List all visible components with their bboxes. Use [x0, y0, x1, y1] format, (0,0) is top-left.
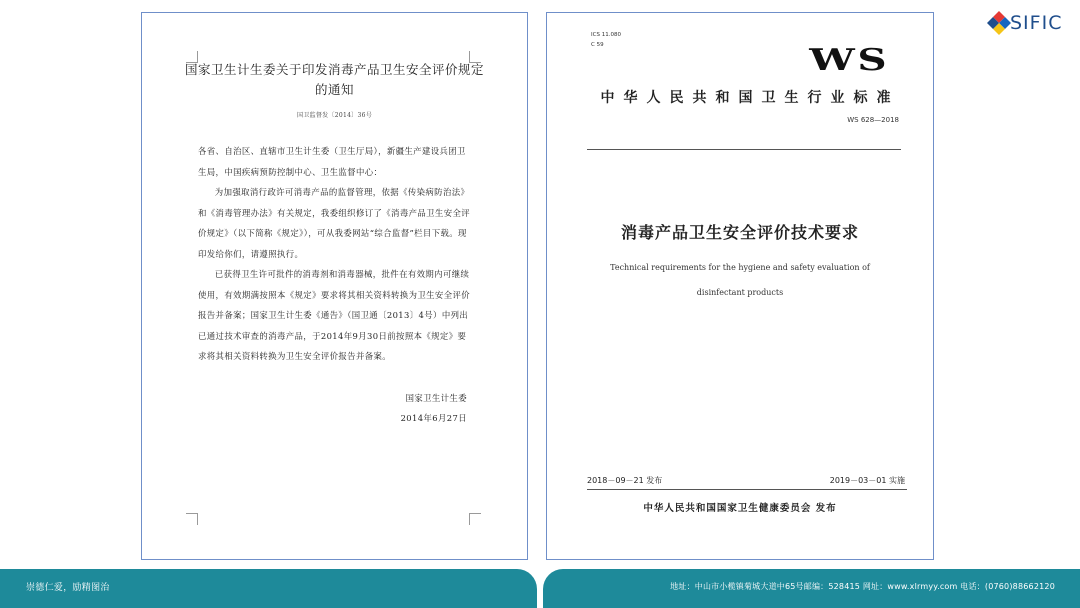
- notice-document-number: 国卫监督发〔2014〕36号: [296, 112, 373, 119]
- sific-logo-text: SIFIC: [1010, 12, 1063, 34]
- ics-code: ICS 11.080: [591, 32, 621, 38]
- ccs-code: C 59: [591, 42, 604, 48]
- standard-title-chinese: 消毒产品卫生安全评价技术要求: [620, 223, 859, 242]
- standard-number: WS 628—2018: [847, 116, 899, 124]
- ws-logo: WS: [808, 43, 889, 78]
- standard-publisher: 中华人民共和国国家卫生健康委员会 发布: [643, 503, 837, 514]
- implementation-date: 2019－03－01 实施: [829, 476, 905, 485]
- signature-date: 2014年6月27日: [400, 413, 467, 423]
- english-title-line: disinfectant products: [696, 288, 784, 297]
- sific-logo: [986, 8, 1070, 42]
- signature-organization: 国家卫生计生委: [405, 393, 467, 403]
- notice-paragraph: 已获得卫生许可批件的消毒剂和消毒器械，批件在有效期内可继续使用，有效期满按照本《规定》要求将其相关资料转换为卫生安全评价报告并备案；国家卫生计生委《通告》（国卫通〔2013〕4号）中列出已通过技术审查的消毒产品，于2014年9月30日前按照本《规定》要求将其相关资料转换为卫生安全评价报告并备案。: [198, 269, 471, 361]
- crop-mark: [186, 513, 198, 525]
- english-title-line: Technical requirements for the hygiene and safety evaluation of: [610, 263, 870, 272]
- footer-slogan: 崇德仁爱，励精图治: [26, 583, 110, 593]
- notice-paragraph: 为加强取消行政许可消毒产品的监督管理，依据《传染病防治法》和《消毒管理办法》有关规定，我委组织修订了《消毒产品卫生安全评价规定》（以下简称《规定》），可从我委网站“综合监督”栏目下载。现印发给你们，请遵照执行。: [198, 187, 471, 259]
- footer-left-band: [0, 569, 537, 608]
- sific-logo-mark-icon: [986, 10, 1012, 36]
- issue-date: 2018－09－21 发布: [587, 476, 663, 485]
- notice-signature: [401, 388, 467, 428]
- notice-body: [198, 141, 474, 367]
- divider: [587, 489, 907, 490]
- notice-document-page: [141, 12, 528, 560]
- standard-title-english: [577, 255, 903, 305]
- classification-codes: [591, 30, 621, 50]
- footer-contact-info: 地址：中山市小榄镇菊城大道中65号邮编：528415 网址：www.xlrmyy.com 电话：(0760)88662120: [670, 582, 1055, 591]
- crop-mark: [469, 513, 481, 525]
- standard-cover-page: [546, 12, 934, 560]
- notice-title: 国家卫生计生委关于印发消毒产品卫生安全评价规定的通知: [184, 62, 484, 97]
- notice-paragraph: 各省、自治区、直辖市卫生计生委（卫生厅局），新疆生产建设兵团卫生局，中国疾病预防控制中心、卫生监督中心：: [198, 146, 466, 177]
- divider: [587, 149, 901, 150]
- standard-category: 中华人民共和国卫生行业标准: [600, 90, 900, 106]
- footer-right-band: [543, 569, 1080, 608]
